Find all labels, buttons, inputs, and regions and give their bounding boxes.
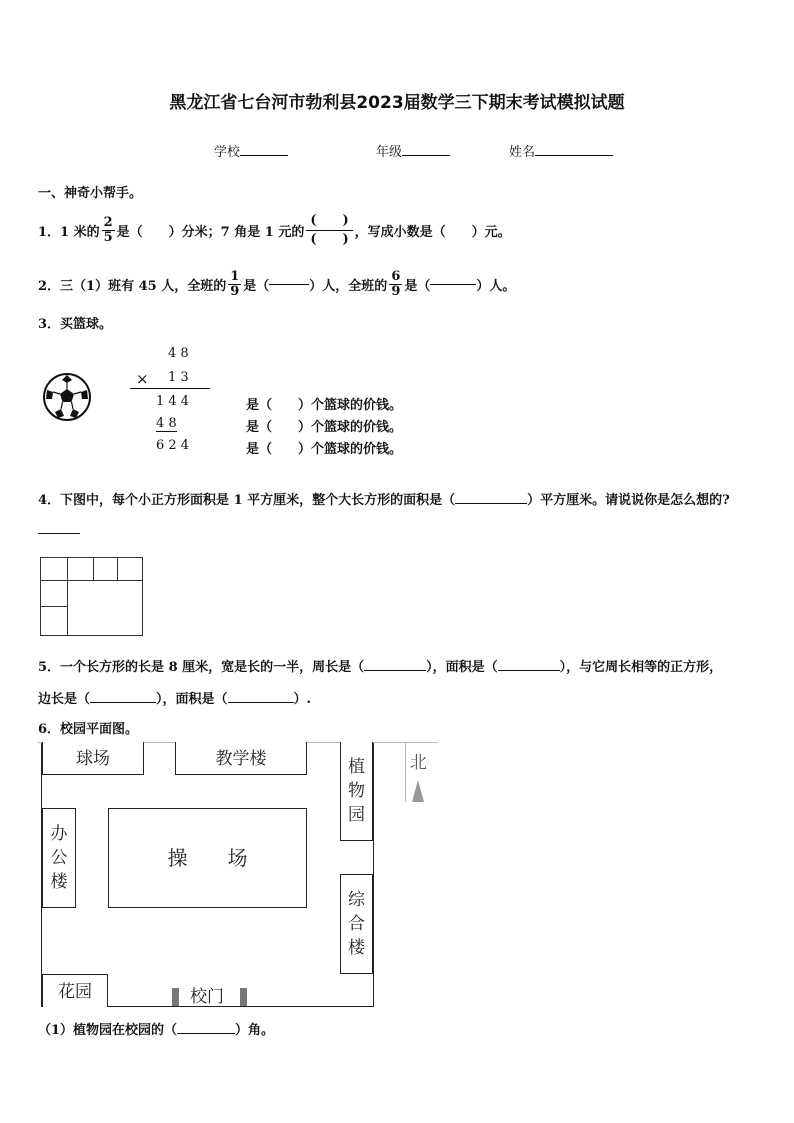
q2-blank-1[interactable] bbox=[269, 284, 309, 285]
north-arrow-icon bbox=[412, 780, 424, 802]
mult-row-5: 6 2 4 bbox=[156, 438, 190, 453]
q5-text-a: 5．一个长方形的长是 8 厘米，宽是长的一半，周长是（ bbox=[38, 660, 365, 675]
q5-text-f: ）. bbox=[293, 692, 312, 707]
q2-part2: 是（ bbox=[243, 278, 270, 294]
q1-prefix: 1．1 米的 bbox=[38, 224, 100, 240]
q1-part2: 是（ ）分米；7 角是 1 元的 bbox=[116, 224, 305, 240]
name-label: 姓名 bbox=[509, 145, 536, 160]
q1-blank-den[interactable]: ( ) bbox=[310, 231, 349, 247]
office-building bbox=[42, 808, 76, 908]
complex-building bbox=[340, 874, 373, 974]
question-3-label: 3．买篮球。 bbox=[38, 317, 113, 332]
question-6-label: 6．校园平面图。 bbox=[38, 722, 139, 737]
q6-sub1-blank[interactable] bbox=[177, 1033, 235, 1034]
name-field bbox=[509, 141, 613, 160]
school-field bbox=[214, 141, 288, 160]
teaching-building bbox=[175, 742, 307, 775]
mult-line bbox=[130, 388, 210, 389]
school-label: 学校 bbox=[214, 145, 241, 160]
grade-label: 年级 bbox=[376, 145, 403, 160]
q5-blank-3[interactable] bbox=[90, 702, 156, 703]
playground bbox=[108, 808, 307, 908]
complex-char-3: 楼 bbox=[348, 938, 365, 958]
q4-text-b: ）平方厘米。请说说你是怎么想的? bbox=[527, 493, 730, 508]
name-blank[interactable] bbox=[535, 155, 613, 156]
q1-fraction bbox=[102, 216, 115, 245]
q2-fraction-2 bbox=[389, 270, 402, 299]
q2-part4: 是（ bbox=[404, 278, 431, 294]
q4-blank[interactable] bbox=[455, 503, 527, 504]
q3-answer-1[interactable]: 是（ ）个篮球的价钱。 bbox=[246, 398, 403, 413]
q1-blank-fraction[interactable] bbox=[306, 212, 352, 249]
question-5-line-1 bbox=[38, 656, 722, 675]
office-char-2: 公 bbox=[50, 848, 68, 868]
q5-text-d: 边长是（ bbox=[38, 692, 91, 707]
ballfield-label: 球场 bbox=[76, 749, 110, 769]
question-2 bbox=[38, 264, 515, 304]
area-grid-figure bbox=[40, 557, 143, 636]
plant-char-3: 园 bbox=[348, 805, 365, 825]
garden-label: 花园 bbox=[58, 982, 92, 1002]
grade-field bbox=[376, 141, 450, 160]
plant-char-2: 物 bbox=[348, 781, 365, 801]
q2-f2-den: 9 bbox=[391, 283, 401, 299]
question-5-line-2 bbox=[38, 688, 311, 707]
complex-char-2: 合 bbox=[348, 914, 365, 934]
q2-f1-num: 1 bbox=[230, 268, 240, 284]
page-title: 黑龙江省七台河市勃利县2023届数学三下期末考试模拟试题 bbox=[169, 93, 625, 113]
mult-row-1: 4 8 bbox=[168, 346, 189, 361]
map-right-edge bbox=[405, 742, 406, 802]
mult-row-2: 1 3 bbox=[168, 370, 189, 385]
teaching-label: 教学楼 bbox=[215, 749, 267, 769]
ballfield-building bbox=[42, 742, 144, 775]
q5-blank-2[interactable] bbox=[498, 670, 560, 671]
q5-blank-4[interactable] bbox=[228, 702, 294, 703]
q2-part3: ）人，全班的 bbox=[309, 278, 388, 294]
q2-f2-num: 6 bbox=[391, 268, 401, 284]
q2-prefix: 2．三（1）班有 45 人，全班的 bbox=[38, 278, 227, 294]
gate-post-right bbox=[240, 988, 247, 1006]
q5-text-b: ），面积是（ bbox=[426, 660, 498, 675]
playground-label: 操 场 bbox=[167, 846, 248, 870]
campus-map bbox=[38, 742, 438, 1012]
q6-sub-1 bbox=[38, 1019, 274, 1038]
q1-part3: ，写成小数是（ ）元。 bbox=[354, 224, 511, 240]
section-heading: 一、神奇小帮手。 bbox=[38, 186, 143, 201]
q5-blank-1[interactable] bbox=[364, 670, 426, 671]
plant-char-1: 植 bbox=[348, 757, 365, 777]
question-4 bbox=[38, 489, 730, 508]
q6-sub1-text-a: （1）植物园在校园的（ bbox=[38, 1023, 178, 1038]
q4-text-a: 4．下图中，每个小正方形面积是 1 平方厘米，整个大长方形的面积是（ bbox=[38, 493, 456, 508]
north-label: 北 bbox=[410, 753, 427, 773]
plant-garden bbox=[340, 742, 373, 841]
school-blank[interactable] bbox=[240, 155, 288, 156]
q1-frac-num: 2 bbox=[103, 214, 113, 230]
mult-operator: × bbox=[136, 370, 149, 388]
q5-text-c: ），与它周长相等的正方形， bbox=[559, 660, 723, 675]
grid-line-v3 bbox=[117, 558, 118, 580]
grid-line-v1 bbox=[67, 558, 68, 635]
q2-f1-den: 9 bbox=[230, 283, 240, 299]
office-char-1: 办 bbox=[50, 824, 68, 844]
flower-garden bbox=[42, 974, 108, 1007]
mult-row-4: 4 8 bbox=[156, 416, 177, 431]
grid-line-h bbox=[41, 580, 142, 581]
q2-fraction-1 bbox=[228, 270, 241, 299]
q6-sub1-text-b: ）角。 bbox=[235, 1023, 275, 1038]
gate-label: 校门 bbox=[190, 987, 224, 1007]
q5-text-e: ），面积是（ bbox=[156, 692, 228, 707]
mult-row-3: 1 4 4 bbox=[156, 394, 190, 409]
grid-line-h2 bbox=[41, 606, 67, 607]
office-char-3: 楼 bbox=[50, 872, 68, 892]
q1-frac-den: 5 bbox=[103, 229, 113, 245]
q1-blank-num[interactable]: ( ) bbox=[306, 212, 352, 231]
q4-answer-line[interactable] bbox=[38, 533, 80, 534]
q3-answer-2[interactable]: 是（ ）个篮球的价钱。 bbox=[246, 420, 403, 435]
gate-post-left bbox=[172, 988, 179, 1006]
q3-answer-3[interactable]: 是（ ）个篮球的价钱。 bbox=[246, 442, 403, 457]
q2-blank-2[interactable] bbox=[430, 284, 476, 285]
grade-blank[interactable] bbox=[402, 155, 450, 156]
question-1 bbox=[38, 208, 511, 252]
q2-part5: ）人。 bbox=[476, 278, 516, 294]
grid-line-v2 bbox=[93, 558, 94, 580]
complex-char-1: 综 bbox=[348, 890, 365, 910]
soccer-ball-icon bbox=[42, 372, 92, 422]
